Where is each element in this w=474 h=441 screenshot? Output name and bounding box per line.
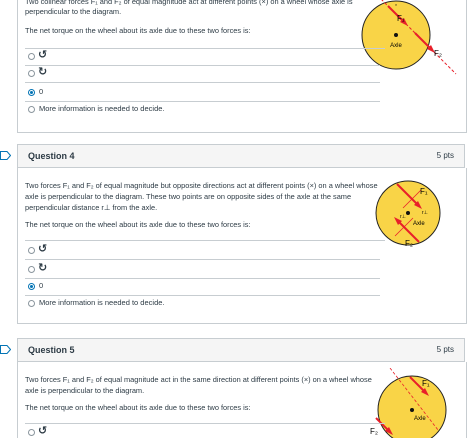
- q4-wheel-figure: [375, 176, 445, 254]
- question-flag-icon[interactable]: [0, 151, 11, 160]
- q5-f1-label: F₁: [422, 379, 430, 388]
- svg-text:×: ×: [394, 2, 398, 7]
- question-5-title: Question 5: [28, 345, 75, 355]
- q4-text-line2: axle is perpendicular to the diagram. These two points are on opposite sides of the axle at the same: [25, 192, 352, 201]
- radio-button[interactable]: [28, 70, 35, 77]
- q4-f1-label: F₁: [420, 187, 428, 196]
- q3-text-line2: perpendicular to the diagram.: [25, 7, 122, 16]
- question-4-title: Question 4: [28, 151, 75, 161]
- counterclockwise-icon: ↺: [38, 242, 48, 255]
- q3-answer-more-info[interactable]: [25, 102, 380, 118]
- question-5-header: [17, 338, 465, 362]
- q3-f1-label: F₁: [397, 14, 405, 23]
- q3-text-line1: Two colinear forces F₁ and F₂ of equal magnitude act at different points (×) on a wheel whose axle is: [25, 0, 353, 6]
- q5-text-line1: Two forces F₁ and F₂ of equal magnitude act in the same direction at different points (×) on a wheel whose: [25, 375, 372, 384]
- radio-button[interactable]: [28, 247, 35, 254]
- q3-prompt: The net torque on the wheel about its axle due to these two forces is:: [25, 26, 251, 35]
- radio-button-selected[interactable]: [28, 283, 35, 290]
- q3-answer-ccw[interactable]: [25, 49, 380, 66]
- q4-text-line3: perpendicular distance r⊥ from the axle.: [25, 203, 158, 212]
- counterclockwise-icon: ↺: [38, 424, 48, 437]
- q4-text-line1: Two forces F₁ and F₂ of equal magnitude but opposite directions act at different points (×) on a wheel whose: [25, 181, 378, 190]
- q3-f2-label: F₂: [434, 49, 442, 58]
- question-5-points: 5 pts: [436, 345, 454, 354]
- counterclockwise-icon: ↺: [38, 48, 48, 61]
- q4-prompt: The net torque on the wheel about its axle due to these two forces is:: [25, 220, 251, 229]
- question-4-header: [17, 144, 465, 168]
- answer-label: More information is needed to decide.: [39, 298, 165, 307]
- q3-answer-zero[interactable]: [25, 85, 380, 102]
- q3-answer-cw[interactable]: [25, 66, 380, 83]
- q5-text-line2: axle is perpendicular to the diagram.: [25, 386, 145, 395]
- radio-button-selected[interactable]: [28, 89, 35, 96]
- answer-label: 0: [39, 281, 44, 290]
- q4-r-label-right: r⊥: [422, 210, 429, 216]
- radio-button[interactable]: [28, 106, 35, 113]
- q4-answer-cw[interactable]: [25, 262, 380, 279]
- q4-r-label-left: r⊥: [400, 214, 407, 220]
- q4-answer-zero[interactable]: [25, 279, 380, 296]
- q4-answers-top-border: [25, 240, 385, 241]
- clockwise-icon: ↻: [38, 261, 48, 274]
- radio-button[interactable]: [28, 266, 35, 273]
- q3-axle-label: Axle: [390, 43, 402, 49]
- q5-f2-label: F₂: [370, 427, 378, 436]
- q5-prompt: The net torque on the wheel about its axle due to these two forces is:: [25, 403, 251, 412]
- q4-answer-ccw[interactable]: [25, 243, 380, 260]
- radio-button[interactable]: [28, 53, 35, 60]
- answer-label: More information is needed to decide.: [39, 104, 165, 113]
- q4-answer-more-info[interactable]: [25, 296, 380, 312]
- q5-axle-label: Axle: [414, 416, 426, 422]
- q5-answer-ccw[interactable]: [25, 425, 380, 441]
- q4-axle-label: Axle: [413, 221, 425, 227]
- question-flag-icon[interactable]: [0, 345, 11, 354]
- radio-button[interactable]: [28, 429, 35, 436]
- radio-button[interactable]: [28, 300, 35, 307]
- answer-label: 0: [39, 87, 44, 96]
- clockwise-icon: ↻: [38, 65, 48, 78]
- question-4-points: 5 pts: [436, 151, 454, 160]
- q5-answers-top-border: [25, 423, 385, 424]
- q4-f2-label: F₂: [405, 239, 413, 248]
